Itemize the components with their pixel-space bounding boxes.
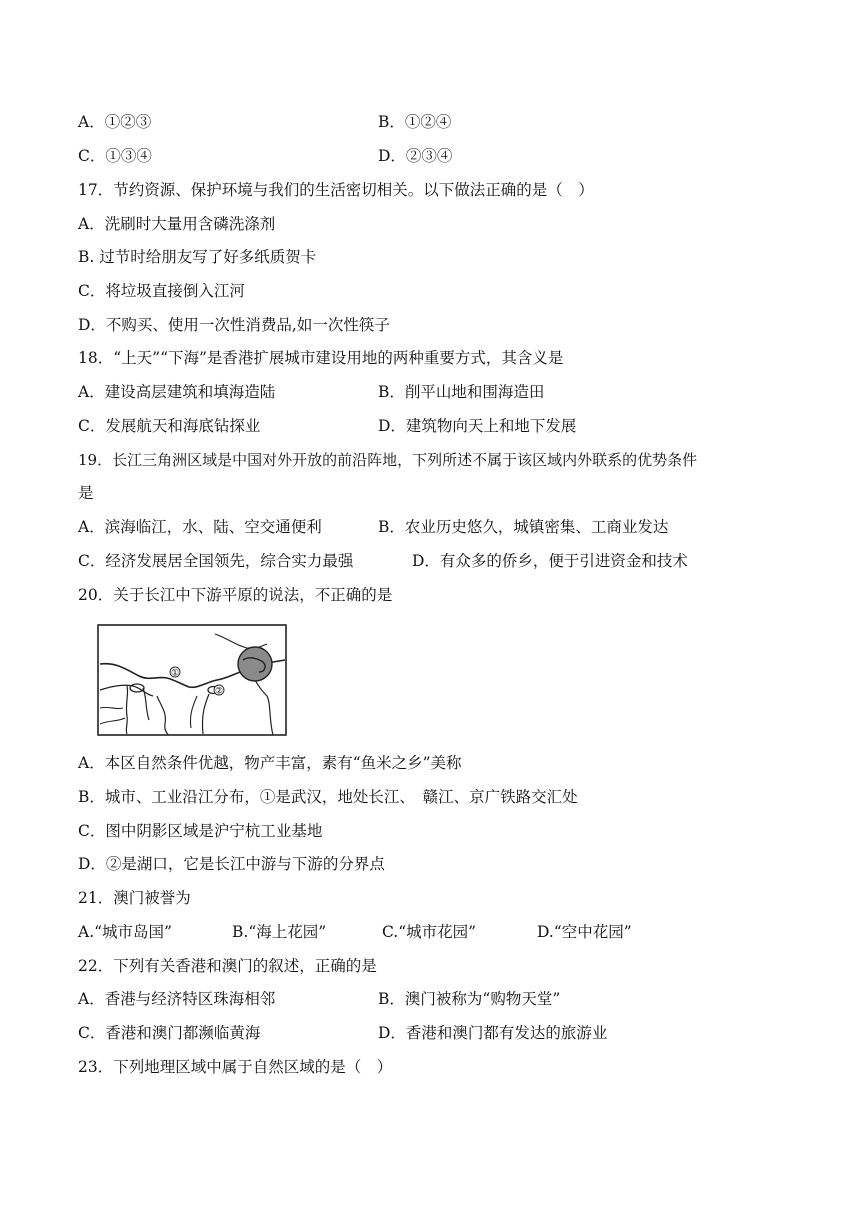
q20-option-c: C．图中阴影区域是沪宁杭工业基地 xyxy=(78,822,323,840)
q21-option-d: D.“空中花园” xyxy=(537,923,632,941)
q21-option-a: A.“城市岛国” xyxy=(78,923,172,941)
q17-stem: 17．节约资源、保护环境与我们的生活密切相关。以下做法正确的是（ ） xyxy=(78,181,594,199)
q19-option-b: B．农业历史悠久，城镇密集、工商业发达 xyxy=(378,518,669,536)
q19-option-a: A．滨海临江，水、陆、空交通便利 xyxy=(78,518,322,536)
q22-option-d: D．香港和澳门都有发达的旅游业 xyxy=(378,1024,608,1042)
shaded-industrial-region xyxy=(238,647,272,681)
q17-option-c: C．将垃圾直接倒入江河 xyxy=(78,282,245,300)
q21-option-b: B.“海上花园” xyxy=(232,923,327,941)
q21-option-c: C.“城市花园” xyxy=(382,923,477,941)
q19-stem-line2: 是 xyxy=(78,484,94,502)
marker-2: ② xyxy=(214,686,224,697)
q19-stem-line1: 19．长江三角洲区域是中国对外开放的前沿阵地，下列所述不属于该区域内外联系的优势条件 xyxy=(78,451,698,469)
q21-stem: 21．澳门被誉为 xyxy=(78,889,191,907)
q16-option-a: A．①②③ xyxy=(78,113,152,131)
q20-option-b: B．城市、工业沿江分布，①是武汉，地处长江、 赣江、京广铁路交汇处 xyxy=(78,788,578,806)
marker-1: ① xyxy=(170,668,180,679)
yangtze-river-map xyxy=(97,624,287,736)
q18-option-b: B．削平山地和围海造田 xyxy=(378,383,545,401)
q22-option-b: B．澳门被称为“购物天堂” xyxy=(378,990,561,1008)
q17-option-a: A．洗刷时大量用含磷洗涤剂 xyxy=(78,215,276,233)
q22-stem: 22．下列有关香港和澳门的叙述，正确的是 xyxy=(78,957,377,975)
q17-option-d: D．不购买、使用一次性消费品,如一次性筷子 xyxy=(78,316,390,334)
q17-option-b: B. 过节时给朋友写了好多纸质贺卡 xyxy=(78,248,317,266)
q22-option-a: A．香港与经济特区珠海相邻 xyxy=(78,990,276,1008)
q18-option-a: A．建设高层建筑和填海造陆 xyxy=(78,383,276,401)
q18-stem: 18．“上天”“下海”是香港扩展城市建设用地的两种重要方式，其含义是 xyxy=(78,349,564,367)
q16-option-d: D．②③④ xyxy=(378,147,453,165)
q16-option-c: C．①③④ xyxy=(78,147,152,165)
q16-option-b: B．①②④ xyxy=(378,113,452,131)
q22-option-c: C．香港和澳门都濒临黄海 xyxy=(78,1024,261,1042)
q20-option-d: D．②是湖口，它是长江中游与下游的分界点 xyxy=(78,855,385,873)
q20-stem: 20．关于长江中下游平原的说法，不正确的是 xyxy=(78,586,393,604)
q19-option-d: D．有众多的侨乡，便于引进资金和技术 xyxy=(412,552,688,570)
q18-option-c: C．发展航天和海底钻探业 xyxy=(78,417,261,435)
q20-option-a: A．本区自然条件优越，物产丰富，素有“鱼米之乡”美称 xyxy=(78,754,462,772)
q18-option-d: D．建筑物向天上和地下发展 xyxy=(378,417,577,435)
q23-stem: 23．下列地理区域中属于自然区域的是（ ） xyxy=(78,1058,393,1076)
q19-option-c: C．经济发展居全国领先，综合实力最强 xyxy=(78,552,354,570)
